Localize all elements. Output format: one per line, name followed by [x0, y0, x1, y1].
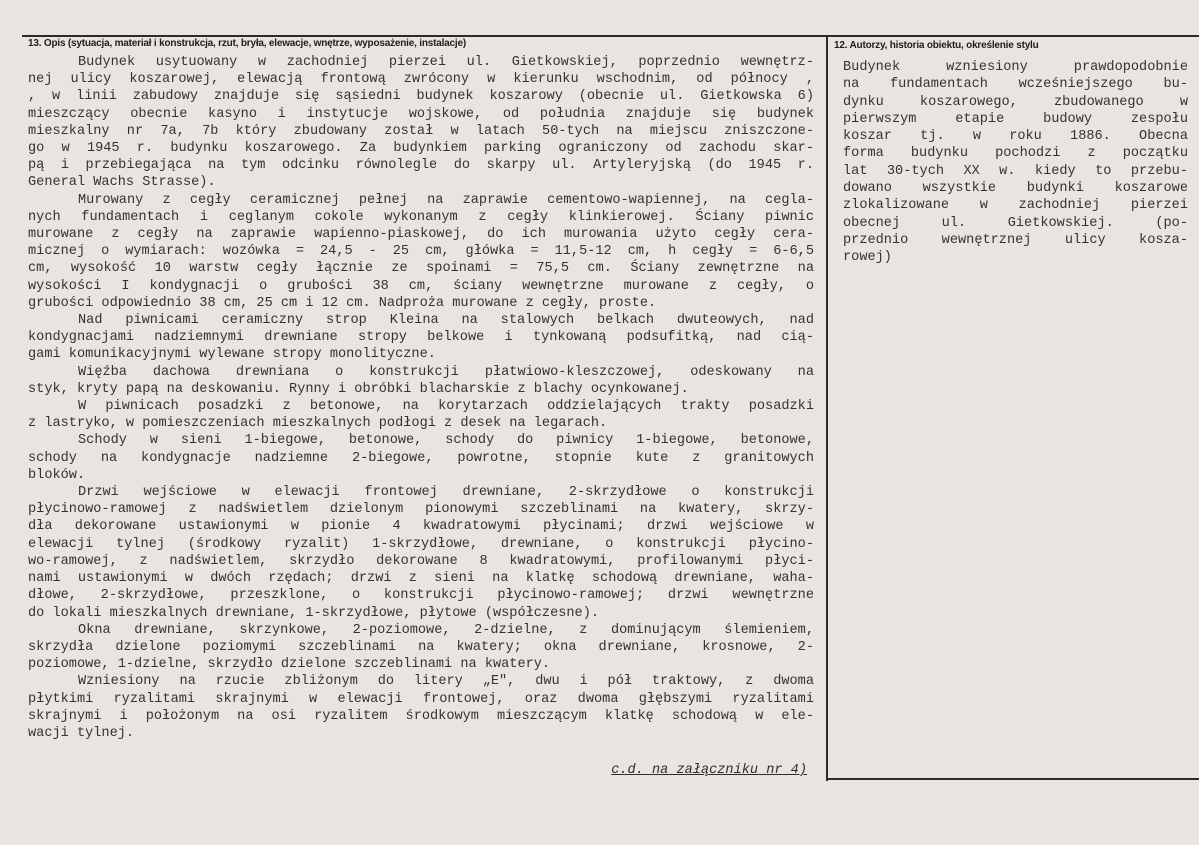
- history-line: forma budynku pochodzi z początku: [843, 146, 1188, 162]
- history-line: pierwszym etapie budowy zespołu: [843, 111, 1188, 127]
- history-line: obecnej ul. Gietkowskiej. (po-: [843, 215, 1188, 231]
- description-line: General Wachs Strasse).: [28, 175, 216, 191]
- description-line: nych fundamentach i ceglanym cokole wykonanym z cegły klinkierowej. Ściany piwnic: [28, 209, 814, 225]
- description-text: [28, 54, 814, 742]
- description-line: Okna drewniane, skrzynkowe, 2-poziomowe, 2-dzielne, z dominującym ślemieniem,: [78, 622, 814, 638]
- description-line: Więźba dachowa drewniana o konstrukcji płatwiowo-kleszczowej, odeskowany na: [78, 364, 814, 380]
- history-text: [843, 59, 1188, 267]
- column-divider: [826, 36, 828, 781]
- description-line: dłowe, 2-skrzydłowe, przeszklone, o konstrukcji płycinowo-ramowej; drzwi wewnętrzne: [28, 588, 814, 604]
- description-line: go w 1945 r. budynku koszarowego. Za budynkiem parking ograniczony od zachodu skar-: [28, 141, 814, 157]
- description-line: Nad piwnicami ceramiczny strop Kleina na stalowych belkach dwuteowych, nad: [78, 313, 814, 329]
- continuation-note: c.d. na załączniku nr 4): [611, 763, 807, 778]
- history-line: na fundamentach wcześniejszego bu-: [843, 77, 1188, 93]
- history-line: dynku koszarowego, zbudowanego w: [843, 94, 1188, 110]
- description-line: mieszczący obecnie kasyno i instytucje wojskowe, od południa znajduje się budynek: [28, 106, 814, 122]
- description-line: dła dekorowane ustawionymi w pionie 4 kwadratowymi płycinami; drzwi wejściowe w: [28, 519, 814, 535]
- description-line: bloków.: [28, 467, 86, 483]
- description-line: kondygnacjami nadziemnymi drewniane stropy belkowe i tynkowaną podsufitką, nad cią-: [28, 330, 814, 346]
- top-rule: [22, 35, 1199, 37]
- description-line: wacji tylnej.: [28, 725, 135, 741]
- history-line: rowej): [843, 250, 892, 266]
- description-line: płytkimi ryzalitami skrajnymi w elewacji frontowej, oraz dwoma głębszymi ryzalitami: [28, 691, 814, 707]
- description-line: schody na kondygnacje nadziemne 2-biegowe, powrotne, stopnie kute z granitowych: [28, 450, 814, 466]
- description-line: mieszkalny nr 7a, 7b który zbudowany został w latach 50-tych na miejscu zniszczone-: [28, 123, 814, 139]
- description-line: skrzydła dzielone poziomymi szczeblinami na kwatery; okna drewniane, krosnowe, 2-: [28, 639, 814, 655]
- description-line: styk, kryty papą na deskowaniu. Rynny i obróbki blacharskie z blachy ocynkowanej.: [28, 381, 689, 397]
- history-section-header: 12. Autorzy, historia obiektu, określenie stylu: [834, 40, 1039, 51]
- description-line: wysokości I kondygnacji o grubości 38 cm, ściany wewnętrzne murowane z cegły, o: [28, 278, 814, 294]
- history-line: przednio wewnętrznej ulicy kosza-: [843, 232, 1188, 248]
- history-line: dowano wszystkie budynki koszarowe: [843, 181, 1188, 197]
- history-line: zlokalizowane w zachodniej pierzei: [843, 198, 1188, 214]
- description-line: nami ustawionymi w dwóch rzędach; drzwi z sieni na klatkę schodową drewniane, waha-: [28, 571, 814, 587]
- description-line: nej ulicy koszarowej, elewacją frontową zwrócony w kierunku wschodnim, od północy ,: [28, 72, 814, 88]
- description-line: cm, wysokość 10 warstw cegły łącznie ze spoinami = 75,5 cm. Ściany zewnętrzne na: [28, 261, 814, 277]
- description-line: płycinowo-ramowej z nadświetlem dzielonym pionowymi szczeblinami na kwatery, skrzy-: [28, 502, 814, 518]
- description-line: poziomowe, 1-dzielne, skrzydło dzielone szczeblinami na kwatery.: [28, 657, 551, 673]
- description-line: Schody w sieni 1-biegowe, betonowe, schody do piwnicy 1-biegowe, betonowe,: [78, 433, 814, 449]
- description-line: Drzwi wejściowe w elewacji frontowej drewniane, 2-skrzydłowe o konstrukcji: [78, 485, 814, 501]
- description-line: Wzniesiony na rzucie zbliżonym do litery „E", dwu i pół traktowy, z dwoma: [78, 674, 814, 690]
- description-line: , w linii zabudowy znajduje się sąsiedni budynek koszarowy (obecnie ul. Gietkowska 6): [28, 89, 814, 105]
- description-line: elewacji tylnej (środkowy ryzalit) 1-skrzydłowe, drewniane, o konstrukcji płycino-: [28, 536, 814, 552]
- description-line: pą i przebiegająca na tym odcinku równolegle do skarpy ul. Artyleryjską (do 1945 r.: [28, 158, 814, 174]
- description-line: Budynek usytuowany w zachodniej pierzei ul. Gietkowskiej, poprzednio wewnętrz-: [78, 55, 814, 70]
- right-bottom-rule: [826, 778, 1199, 780]
- description-line: wo-ramowej, z nadświetlem, skrzydło dekorowane 8 kwadratowymi, profilowanymi płyci-: [28, 553, 814, 569]
- description-section-header: 13. Opis (sytuacja, materiał i konstrukcja, rzut, bryła, elewacje, wnętrze, wyposażenie, instalacje): [28, 38, 466, 49]
- description-line: gami komunikacyjnymi wylewane stropy monolityczne.: [28, 347, 436, 363]
- description-line: Murowany z cegły ceramicznej pełnej na zaprawie cementowo-wapiennej, na cegla-: [78, 192, 814, 208]
- description-line: do lokali mieszkalnych drewniane, 1-skrzydłowe, płytowe (współczesne).: [28, 605, 600, 621]
- description-line: murowane z cegły na zaprawie wapienno-piaskowej, do ich murowania użyto cegły cera-: [28, 227, 814, 243]
- history-line: Budynek wzniesiony prawdopodobnie: [843, 60, 1188, 75]
- history-line: koszar tj. w roku 1886. Obecna: [843, 129, 1188, 145]
- history-line: lat 30-tych XX w. kiedy to przebu-: [843, 163, 1188, 179]
- description-line: grubości odpowiednio 38 cm, 25 cm i 12 cm. Nadproża murowane z cegły, proste.: [28, 295, 657, 311]
- description-line: z lastryko, w pomieszczeniach mieszkalnych podłogi z desek na legarach.: [28, 416, 608, 432]
- description-line: skrajnymi i położonym na osi ryzalitem środkowym mieszczącym klatkę schodową w ele-: [28, 708, 814, 724]
- description-line: micznej o wymiarach: wozówka = 24,5 - 25 cm, główka = 11,5-12 cm, h cegły = 6-6,5: [28, 244, 814, 260]
- description-line: W piwnicach posadzki z betonowe, na korytarzach oddzielających trakty posadzki: [78, 399, 814, 415]
